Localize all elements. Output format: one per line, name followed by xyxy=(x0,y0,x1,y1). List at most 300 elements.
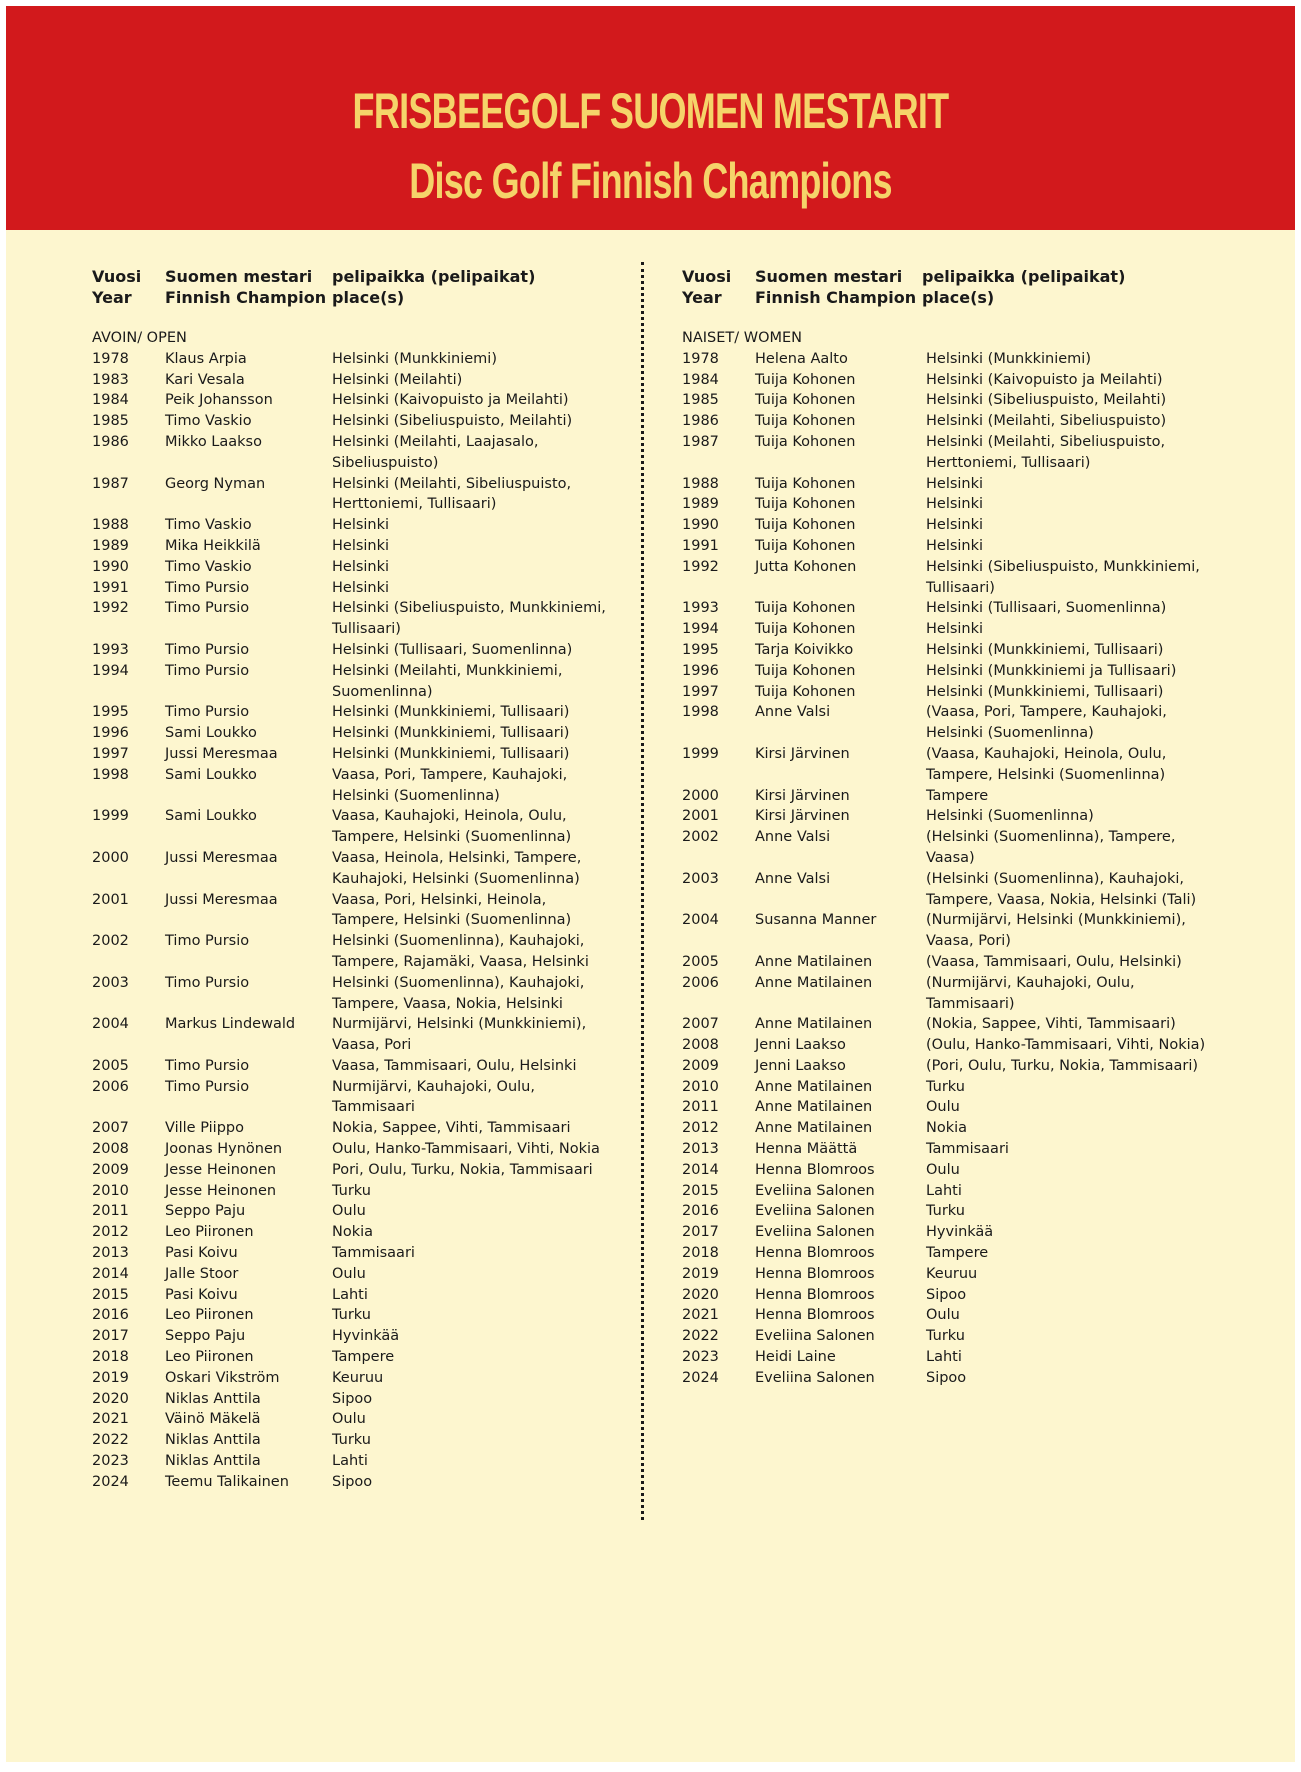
row-year: 2006 xyxy=(92,1078,129,1095)
header-champion: Suomen mestari Finnish Champion xyxy=(165,267,327,307)
row-champion: Jussi Meresmaa xyxy=(165,891,278,908)
row-year: 1997 xyxy=(682,683,719,700)
table-row xyxy=(92,1389,652,1410)
row-champion: Heidi Laine xyxy=(755,1349,836,1366)
row-place: (Helsinki (Suomenlinna), Tampere, Vaasa) xyxy=(926,829,1176,866)
table-row xyxy=(92,598,652,640)
row-year: 1993 xyxy=(682,600,719,617)
row-year: 2024 xyxy=(92,1473,129,1490)
row-place: Lahti xyxy=(332,1286,368,1303)
row-year: 2007 xyxy=(92,1120,129,1137)
row-year: 1999 xyxy=(682,745,719,762)
row-place: Lahti xyxy=(926,1349,962,1366)
table-row xyxy=(92,640,652,661)
row-place: Tampere xyxy=(926,1245,989,1262)
table-row xyxy=(92,723,652,744)
row-place: Helsinki xyxy=(926,496,984,513)
row-place: Helsinki xyxy=(332,558,390,575)
row-place: Turku xyxy=(926,1203,965,1220)
row-champion: Eveliina Salonen xyxy=(755,1182,875,1199)
table-row xyxy=(682,1326,1242,1347)
row-place: (Vaasa, Kauhajoki, Heinola, Oulu, Tampere, Helsinki (Suomenlinna) xyxy=(926,745,1167,783)
table-row xyxy=(682,411,1242,432)
row-year: 2000 xyxy=(682,787,719,804)
row-place: (Nokia, Sappee, Vihti, Tammisaari) xyxy=(926,1016,1176,1033)
row-place: Helsinki (Munkkiniemi) xyxy=(332,350,497,367)
row-champion: Henna Määttä xyxy=(755,1141,858,1158)
row-place: Vaasa, Kauhajoki, Heinola, Oulu, Tampere, Helsinki (Suomenlinna) xyxy=(332,808,572,846)
open-champions-list xyxy=(92,349,652,1493)
table-row xyxy=(92,1118,652,1139)
row-place: Keuruu xyxy=(926,1265,978,1282)
table-row xyxy=(682,869,1242,911)
table-row xyxy=(682,1243,1242,1264)
row-champion: Tuija Kohonen xyxy=(755,537,856,554)
row-place: Helsinki (Meilahti, Laajasalo, Sibeliuspuisto) xyxy=(332,433,539,471)
row-place: Helsinki (Meilahti, Sibeliuspuisto, Herttoniemi, Tullisaari) xyxy=(332,475,572,513)
row-year: 2017 xyxy=(92,1328,129,1345)
row-place: Vaasa, Heinola, Helsinki, Tampere, Kauhajoki, Helsinki (Suomenlinna) xyxy=(332,849,582,887)
table-row xyxy=(682,1097,1242,1118)
row-year: 2011 xyxy=(682,1099,719,1116)
row-place: Helsinki (Sibeliuspuisto, Munkkiniemi, Tullisaari) xyxy=(926,558,1200,596)
row-champion: Klaus Arpia xyxy=(165,350,247,367)
table-row xyxy=(92,973,652,1015)
row-champion: Kirsi Järvinen xyxy=(755,745,850,762)
table-row xyxy=(92,1014,652,1056)
title-finnish: FRISBEEGOLF SUOMEN MESTARIT xyxy=(352,83,949,139)
row-champion: Sami Loukko xyxy=(165,725,257,742)
row-year: 2008 xyxy=(682,1037,719,1054)
row-champion: Timo Vaskio xyxy=(165,558,252,575)
row-place: Helsinki xyxy=(332,537,390,554)
row-champion: Tuija Kohonen xyxy=(755,683,856,700)
title-banner xyxy=(6,6,1295,230)
table-row xyxy=(682,827,1242,869)
header-place: pelipaikka (pelipaikat) place(s) xyxy=(922,267,1126,307)
table-row xyxy=(682,910,1242,952)
row-champion: Tuija Kohonen xyxy=(755,662,856,679)
row-place: Nurmijärvi, Helsinki (Munkkiniemi), Vaasa, Pori xyxy=(332,1016,587,1054)
table-row xyxy=(92,1430,652,1451)
table-row xyxy=(92,1472,652,1493)
row-champion: Jussi Meresmaa xyxy=(165,745,278,762)
row-year: 1987 xyxy=(92,475,129,492)
row-place: Lahti xyxy=(926,1182,962,1199)
women-section-label: NAISET/ WOMEN xyxy=(682,330,803,346)
row-place: (Nurmijärvi, Kauhajoki, Oulu, Tammisaari) xyxy=(926,974,1135,1012)
row-place: Helsinki (Munkkiniemi, Tullisaari) xyxy=(332,745,570,762)
row-year: 2013 xyxy=(682,1141,719,1158)
table-row xyxy=(682,786,1242,807)
row-year: 2017 xyxy=(682,1224,719,1241)
row-place: Oulu xyxy=(332,1411,366,1428)
row-place: Helsinki (Kaivopuisto ja Meilahti) xyxy=(332,392,569,409)
table-row xyxy=(682,1222,1242,1243)
open-section-label: AVOIN/ OPEN xyxy=(92,330,187,346)
row-place: Sipoo xyxy=(332,1473,373,1490)
table-row xyxy=(92,349,652,370)
table-row xyxy=(682,515,1242,536)
table-row xyxy=(682,1201,1242,1222)
table-row xyxy=(92,1347,652,1368)
row-champion: Jesse Heinonen xyxy=(165,1182,277,1199)
row-place: Helsinki (Sibeliuspuisto, Munkkiniemi, Tullisaari) xyxy=(332,600,606,638)
row-champion: Eveliina Salonen xyxy=(755,1369,875,1386)
row-champion: Susanna Manner xyxy=(755,912,877,929)
table-row xyxy=(682,494,1242,515)
table-row xyxy=(92,1056,652,1077)
row-year: 1997 xyxy=(92,745,129,762)
row-year: 1989 xyxy=(682,496,719,513)
row-champion: Mika Heikkilä xyxy=(165,537,261,554)
table-row xyxy=(92,1285,652,1306)
table-row xyxy=(92,578,652,599)
row-champion: Timo Pursio xyxy=(165,933,250,950)
row-year: 2010 xyxy=(92,1182,129,1199)
row-year: 2015 xyxy=(682,1182,719,1199)
row-champion: Niklas Anttila xyxy=(165,1453,261,1470)
header-year: Vuosi Year xyxy=(682,267,732,307)
row-champion: Anne Matilainen xyxy=(755,953,873,970)
row-year: 1987 xyxy=(682,433,719,450)
row-year: 2001 xyxy=(682,808,719,825)
row-year: 1992 xyxy=(92,600,129,617)
row-champion: Timo Pursio xyxy=(165,1057,250,1074)
table-row xyxy=(682,702,1242,744)
women-champions-list xyxy=(682,349,1242,1389)
row-champion: Jutta Kohonen xyxy=(755,558,857,575)
table-row xyxy=(92,390,652,411)
row-champion: Eveliina Salonen xyxy=(755,1328,875,1345)
table-row xyxy=(92,1139,652,1160)
table-row xyxy=(682,1264,1242,1285)
women-column-header xyxy=(682,266,1242,328)
row-year: 1986 xyxy=(682,413,719,430)
row-champion: Henna Blomroos xyxy=(755,1286,875,1303)
table-row xyxy=(92,1305,652,1326)
row-year: 1998 xyxy=(682,704,719,721)
row-place: Turku xyxy=(926,1328,965,1345)
header-place: pelipaikka (pelipaikat) place(s) xyxy=(332,267,536,307)
row-place: Tammisaari xyxy=(332,1245,415,1262)
table-row xyxy=(92,806,652,848)
row-year: 1993 xyxy=(92,641,129,658)
table-row xyxy=(92,515,652,536)
table-row xyxy=(92,1243,652,1264)
row-place: (Helsinki (Suomenlinna), Kauhajoki, Tampere, Vaasa, Nokia, Helsinki (Tali) xyxy=(926,870,1197,908)
row-champion: Jenni Laakso xyxy=(755,1057,846,1074)
row-champion: Seppo Paju xyxy=(165,1328,246,1345)
row-champion: Oskari Vikström xyxy=(165,1369,280,1386)
row-champion: Timo Pursio xyxy=(165,641,250,658)
row-year: 2021 xyxy=(92,1411,129,1428)
row-champion: Mikko Laakso xyxy=(165,433,262,450)
row-year: 2001 xyxy=(92,891,129,908)
row-champion: Timo Pursio xyxy=(165,974,250,991)
row-place: Helsinki xyxy=(926,621,984,638)
table-row xyxy=(92,1201,652,1222)
table-row xyxy=(92,536,652,557)
table-row xyxy=(92,890,652,932)
row-year: 2022 xyxy=(682,1328,719,1345)
row-place: Helsinki xyxy=(332,579,390,596)
table-row xyxy=(682,1118,1242,1139)
header-champion: Suomen mestari Finnish Champion xyxy=(755,267,917,307)
table-row xyxy=(92,370,652,391)
row-place: Helsinki (Meilahti, Sibeliuspuisto) xyxy=(926,413,1167,430)
row-year: 2002 xyxy=(92,933,129,950)
table-row xyxy=(92,848,652,890)
row-champion: Timo Pursio xyxy=(165,704,250,721)
table-row xyxy=(682,806,1242,827)
row-place: Helsinki (Meilahti) xyxy=(332,371,463,388)
table-row xyxy=(682,390,1242,411)
row-year: 1998 xyxy=(92,766,129,783)
row-year: 2019 xyxy=(92,1369,129,1386)
row-place: Turku xyxy=(332,1182,371,1199)
row-champion: Ville Piippo xyxy=(165,1120,244,1137)
row-place: Turku xyxy=(332,1307,371,1324)
row-year: 1989 xyxy=(92,537,129,554)
row-place: Helsinki xyxy=(926,537,984,554)
row-champion: Sami Loukko xyxy=(165,766,257,783)
row-champion: Timo Vaskio xyxy=(165,413,252,430)
row-place: Helsinki (Suomenlinna), Kauhajoki, Tampere, Rajamäki, Vaasa, Helsinki xyxy=(332,933,589,970)
row-place: Helsinki (Suomenlinna), Kauhajoki, Tampere, Vaasa, Nokia, Helsinki xyxy=(332,974,585,1012)
row-champion: Henna Blomroos xyxy=(755,1245,875,1262)
row-year: 2020 xyxy=(92,1390,129,1407)
row-year: 1984 xyxy=(682,371,719,388)
row-year: 1988 xyxy=(92,517,129,534)
table-row xyxy=(682,952,1242,973)
row-year: 1986 xyxy=(92,433,129,450)
row-champion: Jussi Meresmaa xyxy=(165,849,278,866)
row-place: Pori, Oulu, Turku, Nokia, Tammisaari xyxy=(332,1161,593,1178)
row-champion: Henna Blomroos xyxy=(755,1307,875,1324)
table-row xyxy=(92,931,652,973)
table-row xyxy=(682,598,1242,619)
table-row xyxy=(682,1139,1242,1160)
table-row xyxy=(92,411,652,432)
row-place: Oulu, Hanko-Tammisaari, Vihti, Nokia xyxy=(332,1141,600,1158)
row-place: Helsinki (Munkkiniemi ja Tullisaari) xyxy=(926,662,1177,679)
row-place: Helsinki (Sibeliuspuisto, Meilahti) xyxy=(926,392,1167,409)
row-champion: Leo Piironen xyxy=(165,1349,254,1366)
row-year: 2011 xyxy=(92,1203,129,1220)
row-champion: Tuija Kohonen xyxy=(755,433,856,450)
row-year: 2003 xyxy=(682,870,719,887)
table-row xyxy=(92,432,652,474)
table-row xyxy=(682,474,1242,495)
row-place: Nokia xyxy=(332,1224,374,1241)
row-year: 1994 xyxy=(682,621,719,638)
row-champion: Kirsi Järvinen xyxy=(755,808,850,825)
row-place: Turku xyxy=(332,1432,371,1449)
row-year: 2019 xyxy=(682,1265,719,1282)
row-place: Helsinki xyxy=(332,517,390,534)
row-year: 2008 xyxy=(92,1141,129,1158)
row-champion: Markus Lindewald xyxy=(165,1016,296,1033)
row-champion: Joonas Hynönen xyxy=(165,1141,283,1158)
row-place: Helsinki (Munkkiniemi, Tullisaari) xyxy=(332,704,570,721)
row-year: 1991 xyxy=(92,579,129,596)
row-place: Sipoo xyxy=(926,1369,967,1386)
row-year: 2004 xyxy=(682,912,719,929)
row-champion: Anne Matilainen xyxy=(755,1016,873,1033)
row-place: (Vaasa, Pori, Tampere, Kauhajoki, Helsinki (Suomenlinna) xyxy=(926,704,1167,742)
row-year: 2005 xyxy=(92,1057,129,1074)
row-champion: Sami Loukko xyxy=(165,808,257,825)
row-place: Helsinki (Sibeliuspuisto, Meilahti) xyxy=(332,413,573,430)
row-champion: Peik Johansson xyxy=(165,392,273,409)
table-row xyxy=(682,1305,1242,1326)
row-champion: Niklas Anttila xyxy=(165,1390,261,1407)
row-champion: Anne Matilainen xyxy=(755,1099,873,1116)
row-year: 2020 xyxy=(682,1286,719,1303)
row-place: (Oulu, Hanko-Tammisaari, Vihti, Nokia) xyxy=(926,1037,1206,1054)
table-row xyxy=(682,349,1242,370)
row-champion: Anne Valsi xyxy=(755,704,831,721)
row-place: (Pori, Oulu, Turku, Nokia, Tammisaari) xyxy=(926,1057,1199,1074)
row-place: Oulu xyxy=(926,1099,960,1116)
row-place: Helsinki (Munkkiniemi, Tullisaari) xyxy=(926,641,1164,658)
row-year: 2014 xyxy=(682,1161,719,1178)
row-year: 1990 xyxy=(92,558,129,575)
row-champion: Timo Vaskio xyxy=(165,517,252,534)
row-year: 1985 xyxy=(92,413,129,430)
row-year: 2018 xyxy=(92,1349,129,1366)
row-year: 1996 xyxy=(92,725,129,742)
row-place: Nokia, Sappee, Vihti, Tammisaari xyxy=(332,1120,571,1137)
row-place: Helsinki (Meilahti, Munkkiniemi, Suomenlinna) xyxy=(332,662,563,700)
row-year: 2014 xyxy=(92,1265,129,1282)
row-year: 2005 xyxy=(682,953,719,970)
row-year: 1978 xyxy=(92,350,129,367)
row-champion: Timo Pursio xyxy=(165,600,250,617)
row-champion: Anne Matilainen xyxy=(755,1120,873,1137)
row-place: (Nurmijärvi, Helsinki (Munkkiniemi), Vaasa, Pori) xyxy=(926,912,1186,950)
row-place: Oulu xyxy=(332,1203,366,1220)
table-row xyxy=(92,1077,652,1119)
row-year: 2010 xyxy=(682,1078,719,1095)
row-champion: Tuija Kohonen xyxy=(755,371,856,388)
row-place: Tampere xyxy=(926,787,989,804)
row-champion: Leo Piironen xyxy=(165,1224,254,1241)
row-year: 2003 xyxy=(92,974,129,991)
row-champion: Teemu Talikainen xyxy=(165,1473,289,1490)
row-champion: Anne Matilainen xyxy=(755,1078,873,1095)
row-year: 1983 xyxy=(92,371,129,388)
header-year: Vuosi Year xyxy=(92,267,142,307)
row-place: Hyvinkää xyxy=(926,1224,994,1241)
table-row xyxy=(92,1264,652,1285)
row-place: Helsinki (Meilahti, Sibeliuspuisto, Herttoniemi, Tullisaari) xyxy=(926,433,1166,471)
row-champion: Jesse Heinonen xyxy=(165,1161,277,1178)
row-champion: Tuija Kohonen xyxy=(755,392,856,409)
row-year: 1994 xyxy=(92,662,129,679)
row-champion: Anne Valsi xyxy=(755,829,831,846)
table-row xyxy=(682,1181,1242,1202)
row-year: 2015 xyxy=(92,1286,129,1303)
table-row xyxy=(682,1347,1242,1368)
row-place: Tampere xyxy=(332,1349,395,1366)
row-champion: Anne Valsi xyxy=(755,870,831,887)
row-year: 2012 xyxy=(92,1224,129,1241)
row-place: Helsinki (Tullisaari, Suomenlinna) xyxy=(926,600,1167,617)
table-row xyxy=(92,765,652,807)
table-row xyxy=(682,1077,1242,1098)
row-champion: Pasi Koivu xyxy=(165,1245,238,1262)
row-year: 2006 xyxy=(682,974,719,991)
dotted-divider xyxy=(641,262,644,1520)
row-champion: Henna Blomroos xyxy=(755,1265,875,1282)
row-champion: Eveliina Salonen xyxy=(755,1224,875,1241)
row-year: 2016 xyxy=(682,1203,719,1220)
table-row xyxy=(682,1160,1242,1181)
table-row xyxy=(682,661,1242,682)
row-year: 2009 xyxy=(92,1161,129,1178)
row-place: Helsinki (Kaivopuisto ja Meilahti) xyxy=(926,371,1163,388)
table-row xyxy=(682,536,1242,557)
row-place: Nokia xyxy=(926,1120,968,1137)
table-row xyxy=(92,1368,652,1389)
table-row xyxy=(92,474,652,516)
row-place: Helsinki xyxy=(926,517,984,534)
row-champion: Kirsi Järvinen xyxy=(755,787,850,804)
row-place: Helsinki xyxy=(926,475,984,492)
row-place: Helsinki (Suomenlinna) xyxy=(926,808,1094,825)
table-row xyxy=(92,1326,652,1347)
row-place: Helsinki (Munkkiniemi, Tullisaari) xyxy=(332,725,570,742)
table-row xyxy=(92,702,652,723)
table-row xyxy=(682,1368,1242,1389)
table-row xyxy=(92,1222,652,1243)
row-champion: Tuija Kohonen xyxy=(755,475,856,492)
row-champion: Timo Pursio xyxy=(165,1078,250,1095)
open-column-header xyxy=(92,266,652,328)
row-year: 1999 xyxy=(92,808,129,825)
row-champion: Kari Vesala xyxy=(165,371,245,388)
row-year: 1978 xyxy=(682,350,719,367)
table-row xyxy=(682,1014,1242,1035)
row-year: 2004 xyxy=(92,1016,129,1033)
row-year: 2002 xyxy=(682,829,719,846)
table-row xyxy=(682,619,1242,640)
row-year: 2000 xyxy=(92,849,129,866)
row-champion: Tuija Kohonen xyxy=(755,496,856,513)
row-champion: Georg Nyman xyxy=(165,475,266,492)
table-row xyxy=(682,973,1242,1015)
row-champion: Väinö Mäkelä xyxy=(165,1411,261,1428)
title-english: Disc Golf Finnish Champions xyxy=(409,153,892,209)
row-year: 2021 xyxy=(682,1307,719,1324)
row-champion: Anne Matilainen xyxy=(755,974,873,991)
row-place: Helsinki (Munkkiniemi, Tullisaari) xyxy=(926,683,1164,700)
row-champion: Helena Aalto xyxy=(755,350,848,367)
row-champion: Tuija Kohonen xyxy=(755,600,856,617)
table-row xyxy=(92,557,652,578)
row-place: Lahti xyxy=(332,1453,368,1470)
table-row xyxy=(682,640,1242,661)
row-place: Tammisaari xyxy=(926,1141,1009,1158)
row-place: (Vaasa, Tammisaari, Oulu, Helsinki) xyxy=(926,953,1182,970)
row-year: 2016 xyxy=(92,1307,129,1324)
table-row xyxy=(682,557,1242,599)
row-place: Oulu xyxy=(332,1265,366,1282)
row-place: Nurmijärvi, Kauhajoki, Oulu, Tammisaari xyxy=(332,1078,535,1116)
table-row xyxy=(92,744,652,765)
